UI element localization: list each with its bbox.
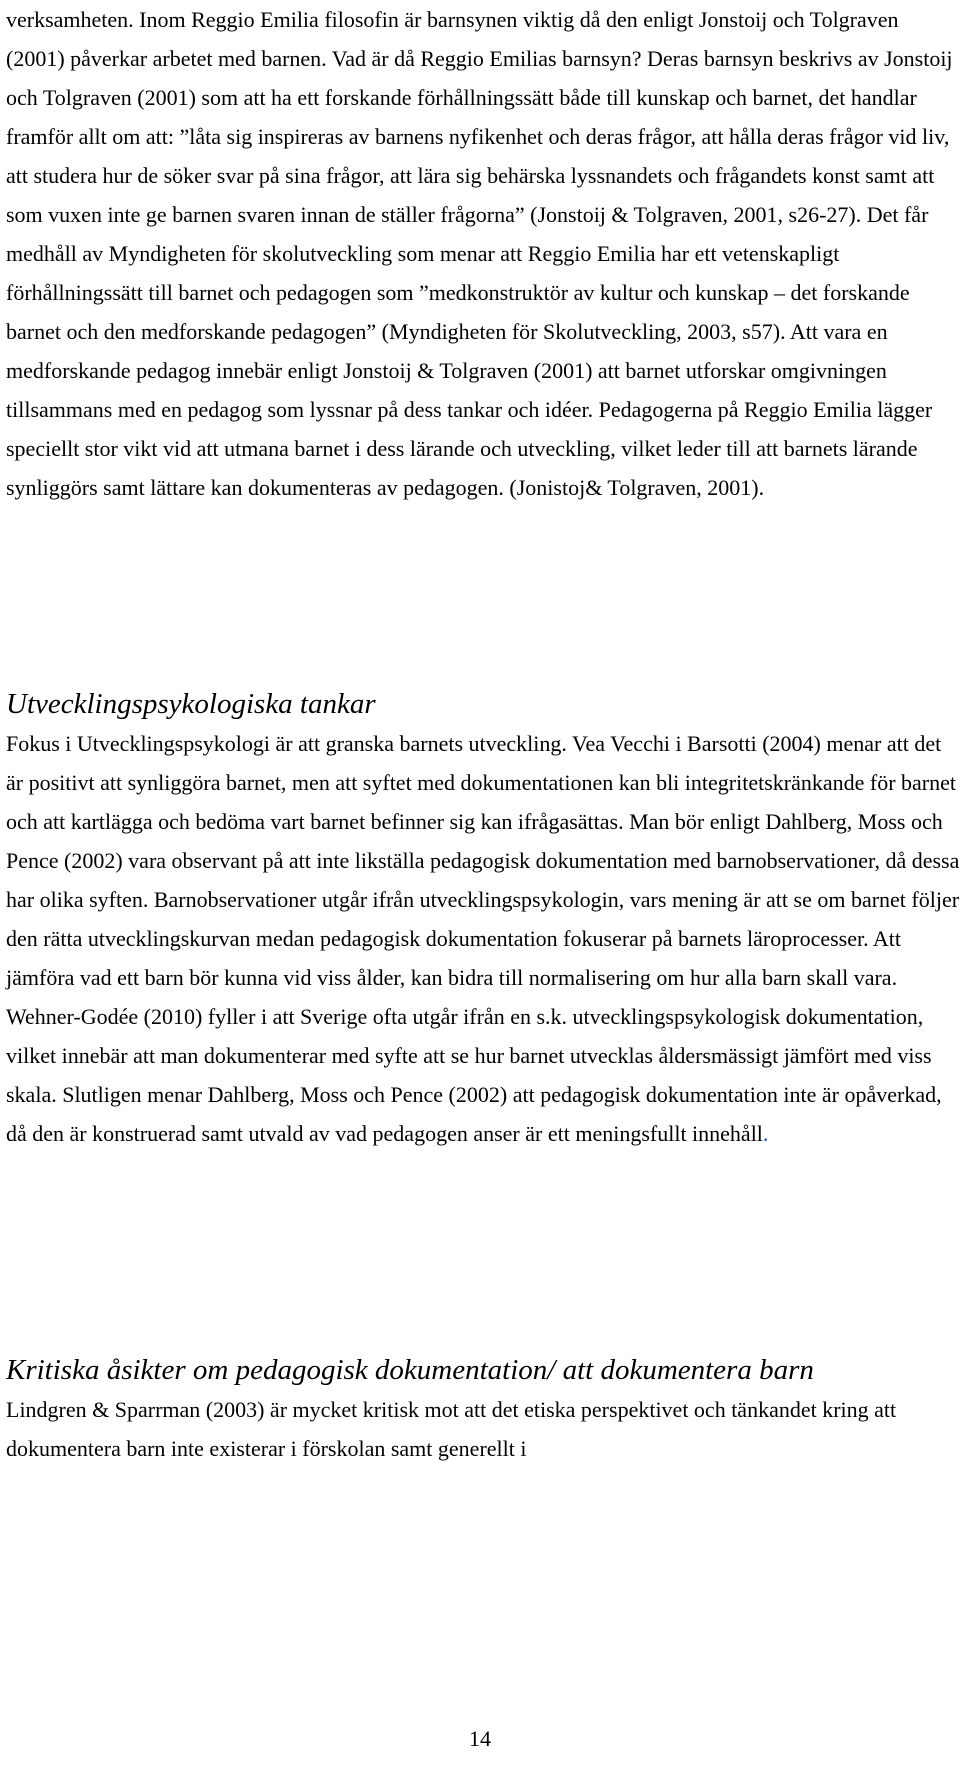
section-heading-utvecklingspsykologiska: Utvecklingspsykologiska tankar bbox=[6, 688, 376, 720]
page-number: 14 bbox=[469, 1726, 491, 1751]
paragraph-reggio-emilia: verksamheten. Inom Reggio Emilia filosofin är barnsynen viktig då den enligt Jonstoij och Tolgraven (2001) påverkar arbetet med barnen. Vad är då Reggio Emilias barnsyn? Deras barnsyn beskrivs av Jonstoij och Tolgraven (2001) som att ha ett forskande förhållningssätt både till kunskap och barnet, det handlar framför allt om att: ”låta sig inspireras av barnens nyfikenhet och deras frågor, att hålla deras frågor vid liv, att studera hur de söker svar på sina frågor, att lära sig behärska lyssnandets och frågandets konst samt att som vuxen inte ge barnen svaren innan de ställer frågorna” (Jonstoij & Tolgraven, 2001, s26-27). Det får medhåll av Myndigheten för skolutveckling som menar att Reggio Emilia har ett vetenskapligt förhållningssätt till barnet och pedagogen som ”medkonstruktör av kultur och kunskap – det forskande barnet och den medforskande pedagogen” (Myndigheten för Skolutveckling, 2003, s57). Att vara en medforskande pedagog innebär enligt Jonstoij & Tolgraven (2001) att barnet utforskar omgivningen tillsammans med en pedagog som lyssnar på dess tankar och idéer. Pedagogerna på Reggio Emilia lägger speciellt stor vikt vid att utmana barnet i dess lärande och utveckling, vilket leder till att barnets lärande synliggörs samt lättare kan dokumenteras av pedagogen. (Jonistoj& Tolgraven, 2001). bbox=[6, 7, 953, 500]
paragraph-lindgren-sparrman: Lindgren & Sparrman (2003) är mycket kritisk mot att det etiska perspektivet och tänkandet kring att dokumentera barn inte existerar i förskolan samt generellt i bbox=[6, 1397, 897, 1461]
paragraph-utvecklingspsykologi bbox=[6, 724, 960, 1153]
section-heading-kritiska-asikter: Kritiska åsikter om pedagogisk dokumentation/ att dokumentera barn bbox=[6, 1354, 814, 1386]
paragraph-end-period: . bbox=[762, 1121, 769, 1146]
paragraph-utvecklingspsykologi-text: Fokus i Utvecklingspsykologi är att granska barnets utveckling. Vea Vecchi i Barsotti (2004) menar att det är positivt att synliggöra barnet, men att syftet med dokumentationen kan bli integritetskränkande för barnet och att kartlägga och bedöma vart barnet befinner sig kan ifrågasättas. Man bör enligt Dahlberg, Moss och Pence (2002) vara observant på att inte likställa pedagogisk dokumentation med barnobservationer, då dessa har olika syften. Barnobservationer utgår ifrån utvecklingspsykologin, vars mening är att se om barnet följer den rätta utvecklingskurvan medan pedagogisk dokumentation fokuserar på barnets läroprocesser. Att jämföra vad ett barn bör kunna vid viss ålder, kan bidra till normalisering om hur alla barn skall vara. Wehner-Godée (2010) fyller i att Sverige ofta utgår ifrån en s.k. utvecklingspsykologisk dokumentation, vilket innebär att man dokumenterar med syfte att se hur barnet utvecklas åldersmässigt jämfört med viss skala. Slutligen menar Dahlberg, Moss och Pence (2002) att pedagogisk dokumentation inte är opåverkad, då den är konstruerad samt utvald av vad pedagogen anser är ett meningsfullt innehåll bbox=[6, 731, 960, 1146]
